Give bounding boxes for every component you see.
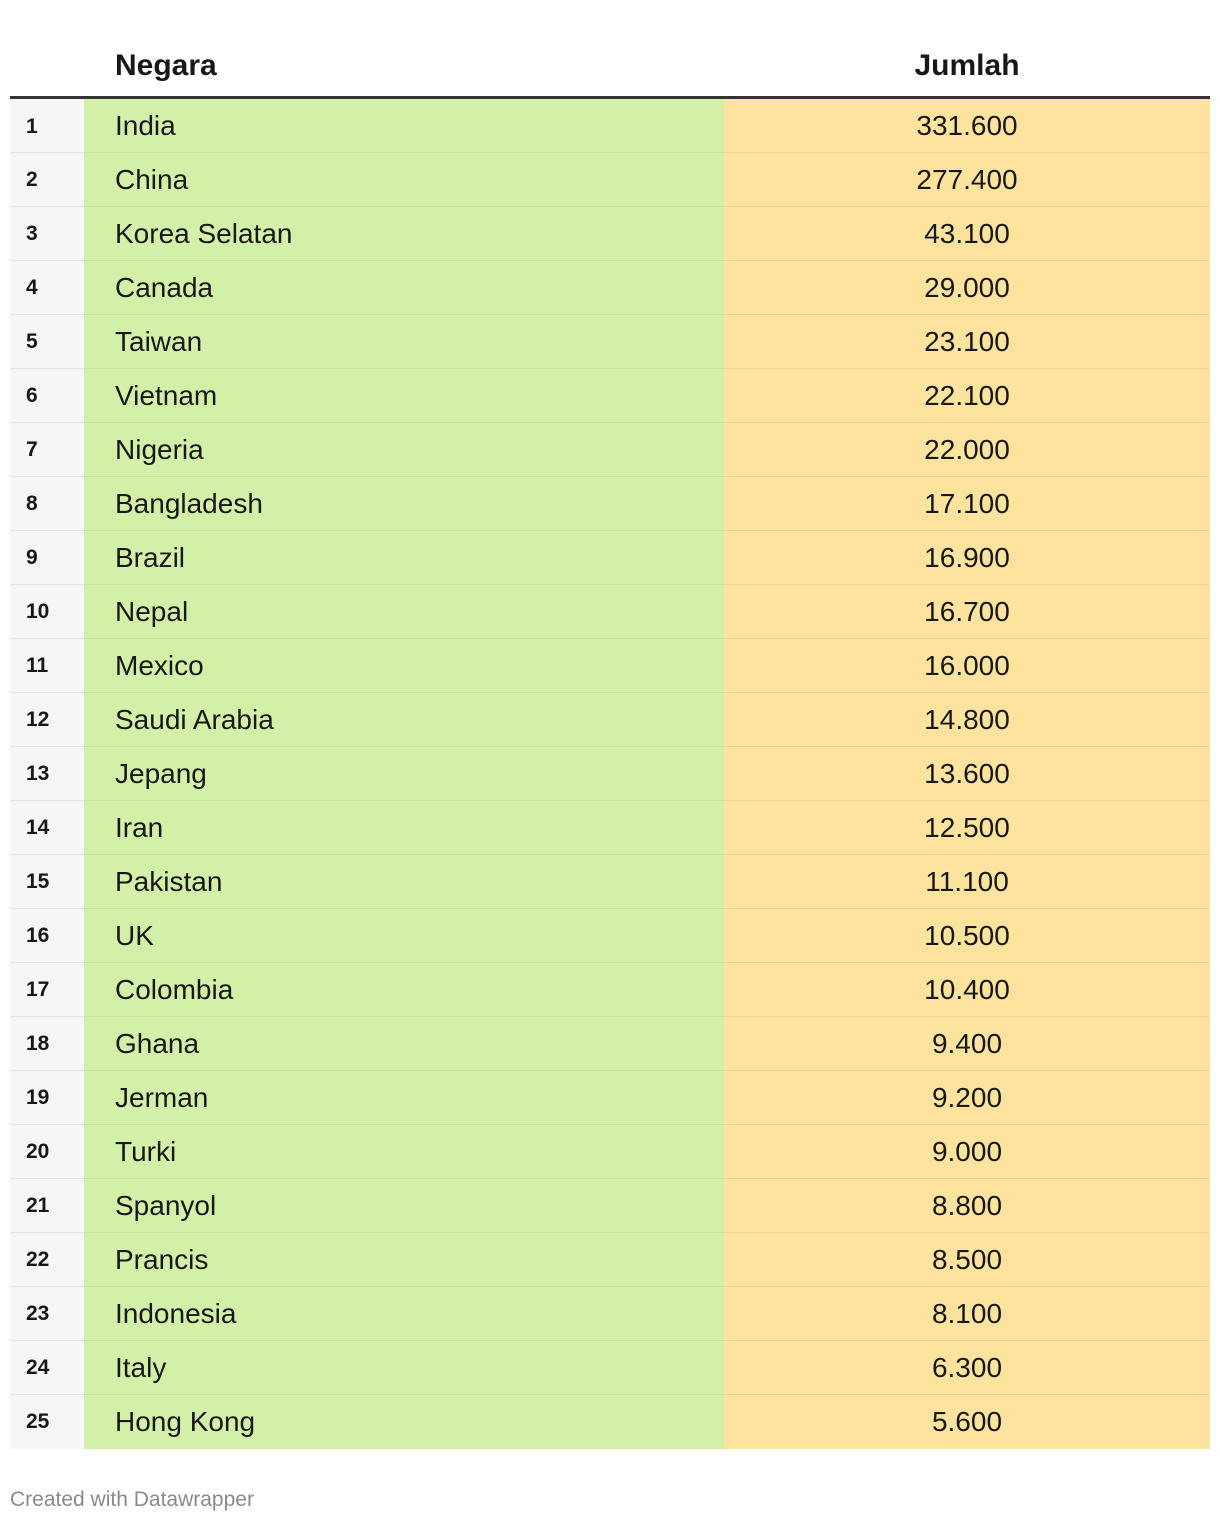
country-cell: Mexico bbox=[84, 639, 724, 693]
country-cell: Spanyol bbox=[84, 1179, 724, 1233]
rank-cell: 10 bbox=[10, 585, 84, 639]
value-cell: 8.100 bbox=[724, 1287, 1210, 1341]
table-row bbox=[10, 1341, 1210, 1395]
value-cell: 22.000 bbox=[724, 423, 1210, 477]
rank-cell: 13 bbox=[10, 747, 84, 801]
table-row bbox=[10, 963, 1210, 1017]
table-header bbox=[10, 36, 1210, 99]
table-row bbox=[10, 423, 1210, 477]
value-cell: 11.100 bbox=[724, 855, 1210, 909]
table-row bbox=[10, 585, 1210, 639]
value-cell: 8.800 bbox=[724, 1179, 1210, 1233]
value-cell: 43.100 bbox=[724, 207, 1210, 261]
header-value: Jumlah bbox=[914, 49, 1020, 82]
country-cell: Jepang bbox=[84, 747, 724, 801]
value-cell: 16.900 bbox=[724, 531, 1210, 585]
country-cell: Pakistan bbox=[84, 855, 724, 909]
country-cell: Italy bbox=[84, 1341, 724, 1395]
rank-cell: 23 bbox=[10, 1287, 84, 1341]
value-cell: 10.500 bbox=[724, 909, 1210, 963]
table-row bbox=[10, 261, 1210, 315]
table-row bbox=[10, 477, 1210, 531]
value-cell: 16.700 bbox=[724, 585, 1210, 639]
value-cell: 8.500 bbox=[724, 1233, 1210, 1287]
value-cell: 331.600 bbox=[724, 99, 1210, 153]
table-row bbox=[10, 855, 1210, 909]
country-cell: Hong Kong bbox=[84, 1395, 724, 1449]
rank-cell: 2 bbox=[10, 153, 84, 207]
country-cell: India bbox=[84, 99, 724, 153]
rank-cell: 17 bbox=[10, 963, 84, 1017]
value-cell: 29.000 bbox=[724, 261, 1210, 315]
value-cell: 277.400 bbox=[724, 153, 1210, 207]
value-cell: 5.600 bbox=[724, 1395, 1210, 1449]
rank-cell: 4 bbox=[10, 261, 84, 315]
country-cell: Ghana bbox=[84, 1017, 724, 1071]
table-row bbox=[10, 1017, 1210, 1071]
country-cell: China bbox=[84, 153, 724, 207]
rank-cell: 8 bbox=[10, 477, 84, 531]
country-cell: Nigeria bbox=[84, 423, 724, 477]
country-cell: Iran bbox=[84, 801, 724, 855]
country-cell: Colombia bbox=[84, 963, 724, 1017]
value-cell: 10.400 bbox=[724, 963, 1210, 1017]
rank-cell: 21 bbox=[10, 1179, 84, 1233]
value-cell: 13.600 bbox=[724, 747, 1210, 801]
rank-cell: 15 bbox=[10, 855, 84, 909]
table-row bbox=[10, 1395, 1210, 1449]
rank-cell: 7 bbox=[10, 423, 84, 477]
country-cell: Bangladesh bbox=[84, 477, 724, 531]
rank-cell: 14 bbox=[10, 801, 84, 855]
country-cell: Nepal bbox=[84, 585, 724, 639]
rank-cell: 5 bbox=[10, 315, 84, 369]
table-row bbox=[10, 1179, 1210, 1233]
value-cell: 17.100 bbox=[724, 477, 1210, 531]
value-cell: 9.400 bbox=[724, 1017, 1210, 1071]
table-row bbox=[10, 801, 1210, 855]
value-cell: 23.100 bbox=[724, 315, 1210, 369]
data-table bbox=[10, 36, 1210, 1449]
rank-cell: 12 bbox=[10, 693, 84, 747]
table-row bbox=[10, 153, 1210, 207]
rank-cell: 19 bbox=[10, 1071, 84, 1125]
value-cell: 6.300 bbox=[724, 1341, 1210, 1395]
value-cell: 22.100 bbox=[724, 369, 1210, 423]
rank-cell: 1 bbox=[10, 99, 84, 153]
table-row bbox=[10, 315, 1210, 369]
table-body bbox=[10, 99, 1210, 1449]
table-row bbox=[10, 639, 1210, 693]
rank-cell: 11 bbox=[10, 639, 84, 693]
country-cell: Jerman bbox=[84, 1071, 724, 1125]
country-cell: Taiwan bbox=[84, 315, 724, 369]
table-row bbox=[10, 909, 1210, 963]
country-cell: Indonesia bbox=[84, 1287, 724, 1341]
rank-cell: 9 bbox=[10, 531, 84, 585]
rank-cell: 18 bbox=[10, 1017, 84, 1071]
rank-cell: 20 bbox=[10, 1125, 84, 1179]
value-cell: 16.000 bbox=[724, 639, 1210, 693]
country-cell: Prancis bbox=[84, 1233, 724, 1287]
value-cell: 14.800 bbox=[724, 693, 1210, 747]
country-cell: Brazil bbox=[84, 531, 724, 585]
table-row bbox=[10, 207, 1210, 261]
rank-cell: 6 bbox=[10, 369, 84, 423]
country-cell: Turki bbox=[84, 1125, 724, 1179]
table-row bbox=[10, 747, 1210, 801]
table-row bbox=[10, 693, 1210, 747]
table-row bbox=[10, 99, 1210, 153]
rank-cell: 22 bbox=[10, 1233, 84, 1287]
table-row bbox=[10, 1125, 1210, 1179]
table-row bbox=[10, 1071, 1210, 1125]
rank-cell: 3 bbox=[10, 207, 84, 261]
value-cell: 9.000 bbox=[724, 1125, 1210, 1179]
rank-cell: 25 bbox=[10, 1395, 84, 1449]
country-cell: UK bbox=[84, 909, 724, 963]
table-row bbox=[10, 531, 1210, 585]
country-cell: Korea Selatan bbox=[84, 207, 724, 261]
table-row bbox=[10, 1287, 1210, 1341]
value-cell: 12.500 bbox=[724, 801, 1210, 855]
table-row bbox=[10, 1233, 1210, 1287]
rank-cell: 16 bbox=[10, 909, 84, 963]
table-row bbox=[10, 369, 1210, 423]
country-cell: Canada bbox=[84, 261, 724, 315]
country-cell: Saudi Arabia bbox=[84, 693, 724, 747]
rank-cell: 24 bbox=[10, 1341, 84, 1395]
country-cell: Vietnam bbox=[84, 369, 724, 423]
value-cell: 9.200 bbox=[724, 1071, 1210, 1125]
header-country: Negara bbox=[115, 49, 217, 82]
footer-credit: Created with Datawrapper bbox=[10, 1488, 254, 1511]
